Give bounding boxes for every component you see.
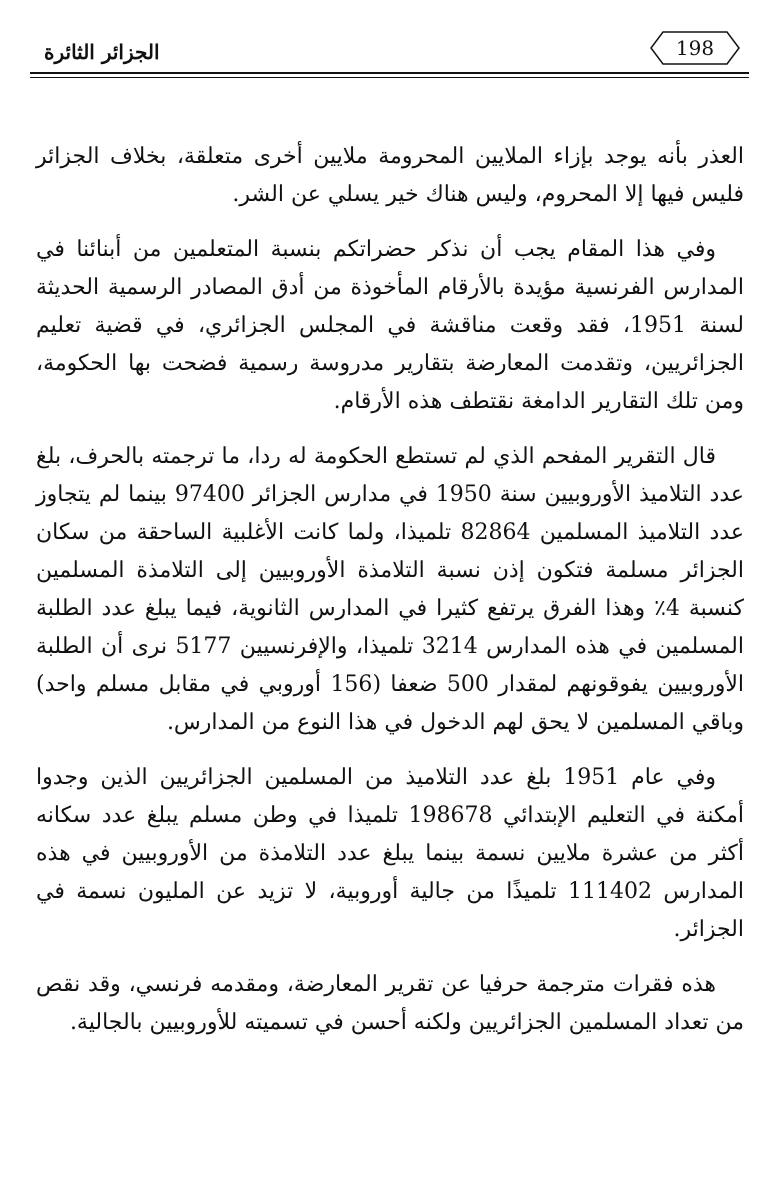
paragraph: وفي عام 1951 بلغ عدد التلاميذ من المسلمين الجزائريين الذين وجدوا أمكنة في التعليم الإبتدائي 198678 تلميذا في وطن مسلم يبلغ عدد سكانه أكثر من عشرة ملايين نسمة بينما يبلغ عدد التلامذة من الأوروبيين في هذه المدارس 111402 تلميذًا من جالية أوروبية، لا تزيد عن المليون نسمة في الجزائر.: [36, 765, 745, 942]
paragraph: هذه فقرات مترجمة حرفيا عن تقرير المعارضة، ومقدمه فرنسي، وقد نقص من تعداد المسلمين الجزائريين ولكنه أحسن في تسميته للأوروبيين بالجالية.: [36, 972, 744, 1035]
running-title: الجزائر الثائرة: [44, 40, 160, 64]
header-rule-thin: [30, 77, 749, 78]
paragraph: وفي هذا المقام يجب أن نذكر حضراتكم بنسبة المتعلمين من أبنائنا في المدارس الفرنسية مؤيدة بالأرقام المأخوذة من أدق المصادر الرسمية الحديثة لسنة 1951، فقد وقعت مناقشة في المجلس الجزائري، في قضية تعليم الجزائريين، وتقدمت المعارضة بتقارير مدروسة رسمية فضحت بها الحكومة، ومن تلك التقارير الدامغة نقتطف هذه الأرقام.: [36, 237, 744, 414]
paragraph: العذر بأنه يوجد بإزاء الملايين المحرومة ملايين أخرى متعلقة، بخلاف الجزائر فليس فيها إلا المحروم، وليس هناك خير يسلي عن الشر.: [36, 144, 744, 207]
running-header: [30, 26, 749, 70]
header-rule-thick: [30, 72, 749, 74]
page-body: [36, 138, 744, 1059]
page-number-badge: [649, 30, 741, 66]
page-number: 198: [675, 36, 715, 60]
paragraph: قال التقرير المفحم الذي لم تستطع الحكومة له ردا، ما ترجمته بالحرف، بلغ عدد التلاميذ الأوروبيين سنة 1950 في مدارس الجزائر 97400 بينما لم يتجاوز عدد التلاميذ المسلمين 82864 تلميذا، ولما كانت الأغلبية الساحقة من سكان الجزائر مسلمة فتكون إذن نسبة التلامذة الأوروبيين إلى التلامذة المسلمين كنسبة 4٪ وهذا الفرق يرتفع كثيرا في المدارس الثانوية، فيما يبلغ عدد الطلبة المسلمين في هذه المدارس 3214 تلميذا، والإفرنسيين 5177 نرى أن الطلبة الأوروبيين يفوقونهم لمقدار 500 ضعفا (156 أوروبي في مقابل مسلم واحد) وباقي المسلمين لا يحق لهم الدخول في هذا النوع من المدارس.: [36, 444, 745, 735]
